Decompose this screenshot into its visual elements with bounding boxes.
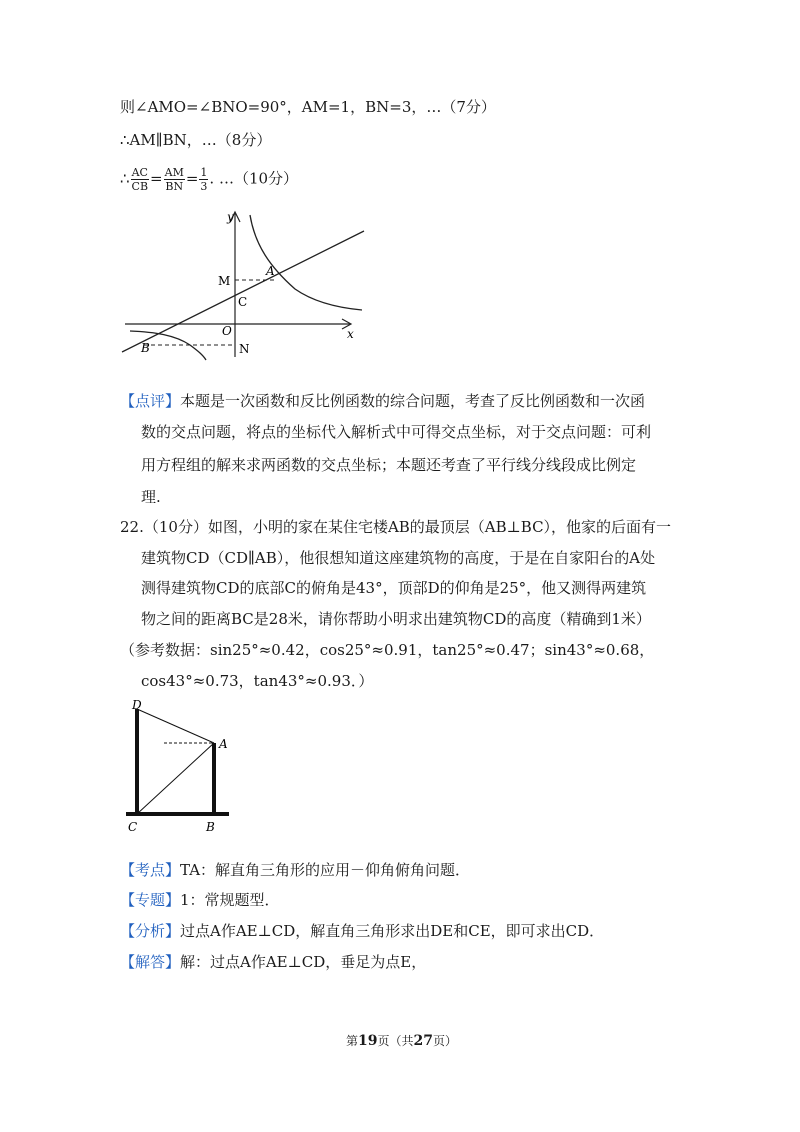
fenxi-text: 过点A作AE⊥CD，解直角三角形求出DE和CE，即可求出CD． (180, 922, 605, 940)
fraction-am-bn (164, 166, 185, 193)
fenxi-line (120, 916, 604, 947)
hyperbola-branch-right (250, 215, 362, 310)
proof-line-3-suffix: . …（10分） (209, 169, 299, 188)
label-b: B (206, 820, 215, 834)
label-a: A (266, 264, 275, 278)
footer-mid: 页（共 (377, 1034, 414, 1048)
proof-line-3 (120, 166, 298, 193)
comment-line-1 (120, 386, 645, 417)
footer-pre: 第 (346, 1034, 359, 1048)
sightline-ac (137, 743, 214, 814)
q22-line-3: 测得建筑物CD的底部C的俯角是43°，顶部D的仰角是25°，他又测得两建筑 (141, 579, 647, 597)
fraction-numerator: 1 (200, 166, 208, 179)
fraction-denominator: 3 (200, 180, 208, 193)
q22-line-1: 22.（10分）如图，小明的家在某住宅楼AB的最顶层（AB⊥BC），他家的后面有一 (120, 518, 672, 536)
zhuanti-tag: 【专题】 (120, 891, 181, 909)
comment-text-1: 本题是一次函数和反比例函数的综合问题，考查了反比例函数和一次函 (180, 392, 646, 410)
q22-line-5: （参考数据：sin25°≈0.42，cos25°≈0.91，tan25°≈0.47；sin43°≈0.68， (120, 641, 655, 659)
fraction-ac-cb (131, 166, 150, 193)
kaodian-text: TA：解直角三角形的应用－仰角俯角问题． (180, 861, 471, 879)
page-footer (346, 1032, 457, 1049)
q22-line-2: 建筑物CD（CD∥AB），他很想知道这座建筑物的高度，于是在自家阳台的A处 (141, 549, 656, 567)
q22-line-4: 物之间的距离BC是28米，请你帮助小明求出建筑物CD的高度（精确到1米） (141, 610, 651, 628)
zhuanti-text: 1：常规题型． (180, 891, 280, 909)
jieda-tag: 【解答】 (120, 953, 181, 971)
label-m: M (218, 274, 231, 288)
label-y: y (227, 210, 234, 224)
label-n: N (239, 342, 250, 356)
fraction-one-third (199, 166, 208, 193)
fraction-denominator: BN (165, 180, 184, 193)
label-a: A (219, 737, 228, 751)
q22-line-6: cos43°≈0.73，tan43°≈0.93．） (141, 672, 374, 690)
footer-page-number: 19 (358, 1033, 378, 1049)
label-b: B (141, 341, 150, 355)
label-o: O (222, 324, 232, 338)
label-c: C (128, 820, 138, 834)
kaodian-line (120, 855, 470, 886)
equals-sign: = (185, 169, 199, 188)
fenxi-tag: 【分析】 (120, 922, 181, 940)
comment-line-3: 用方程组的解来求两函数的交点坐标；本题还考查了平行线分线段成比例定 (141, 456, 637, 474)
fraction-numerator: AM (164, 166, 184, 179)
zhuanti-line (120, 885, 280, 916)
kaodian-tag: 【考点】 (120, 861, 181, 879)
sightline-da (137, 709, 214, 743)
comment-line-2: 数的交点问题，将点的坐标代入解析式中可得交点坐标，对于交点问题：可利 (141, 423, 652, 441)
label-d: D (132, 698, 142, 712)
fraction-numerator: AC (131, 166, 148, 179)
fraction-denominator: CB (131, 180, 149, 193)
comment-line-4: 理. (141, 488, 161, 506)
building-diagram (118, 697, 248, 837)
therefore-symbol: ∴ (120, 169, 130, 188)
proof-line-2: ∴AM∥BN，…（8分） (120, 131, 272, 149)
comment-tag: 【点评】 (120, 392, 181, 410)
footer-total-pages: 27 (413, 1033, 433, 1049)
jieda-text: 解：过点A作AE⊥CD，垂足为点E， (180, 953, 427, 971)
label-x: x (347, 327, 354, 341)
label-c: C (238, 295, 248, 309)
proof-line-1: 则∠AMO=∠BNO=90°，AM=1，BN=3，…（7分） (120, 98, 496, 116)
equals-sign: = (150, 169, 163, 188)
function-graph (110, 205, 370, 365)
footer-post: 页） (433, 1034, 458, 1048)
jieda-line (120, 947, 426, 978)
